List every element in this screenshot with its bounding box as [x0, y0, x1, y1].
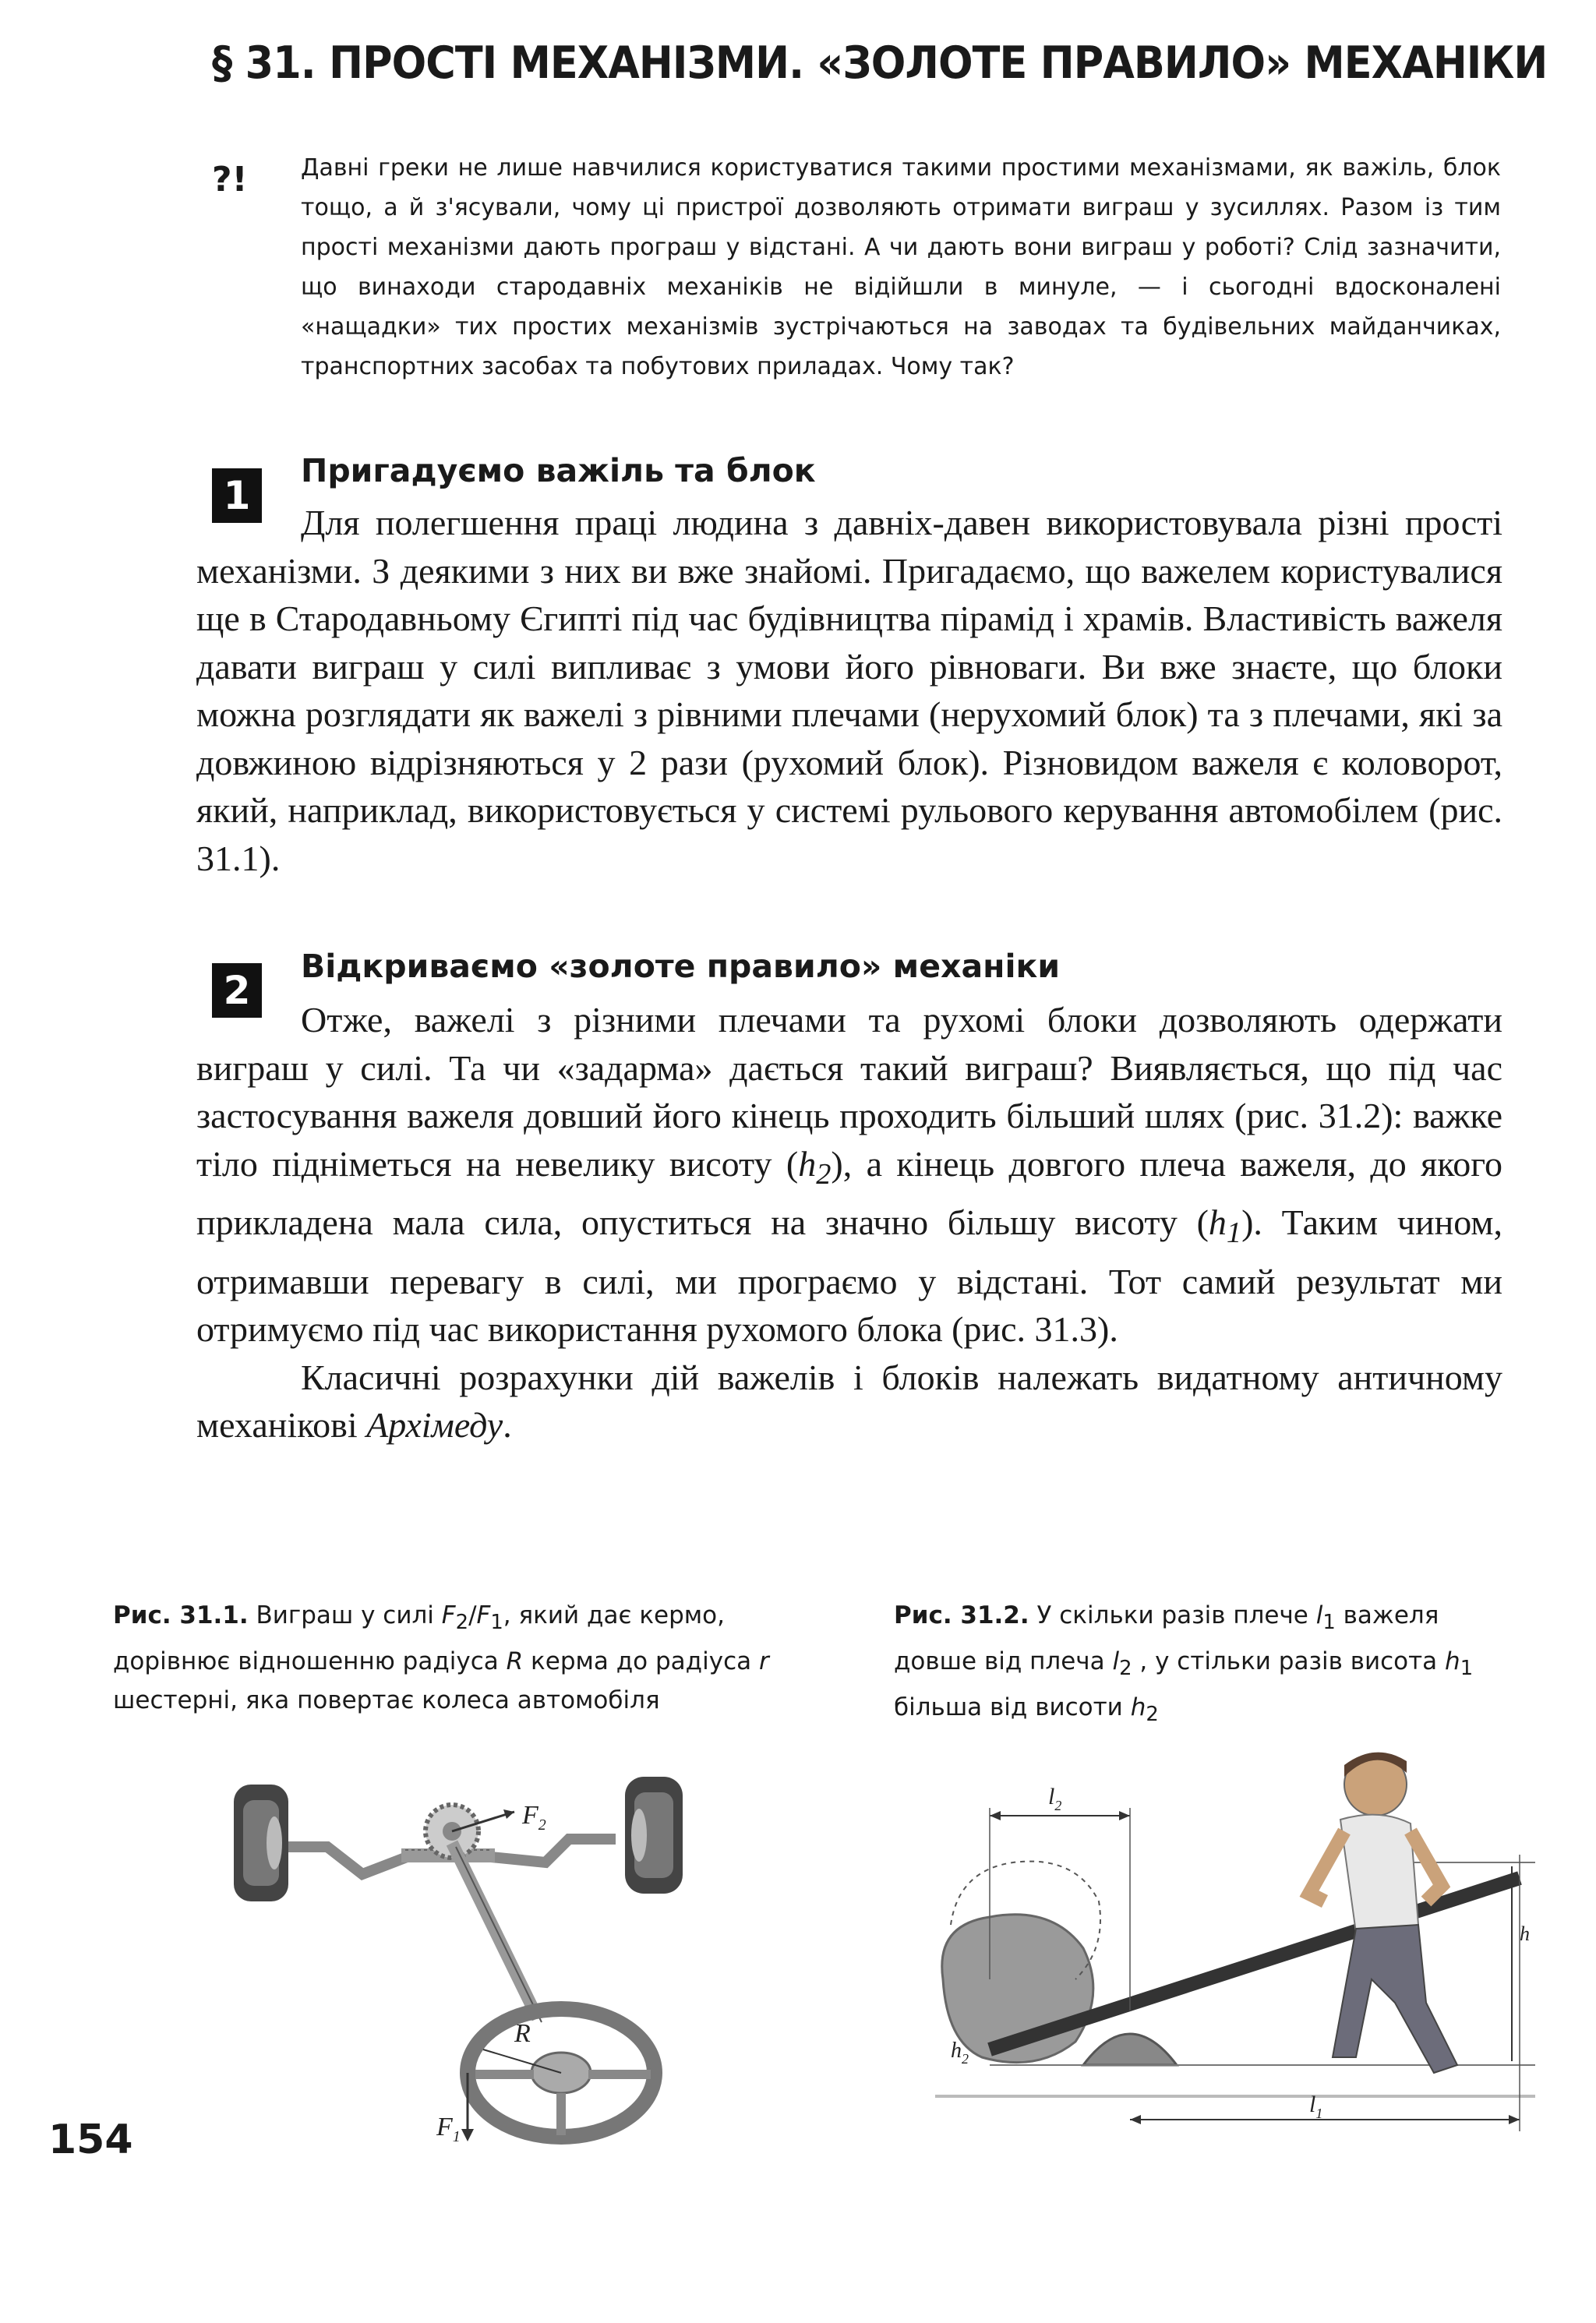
section-2-paragraph-2: Класичні розрахунки дій важелів і блоків належать видатному античному механікові Архімеду.: [196, 1357, 1502, 1446]
steering-system-illustration: [226, 1769, 725, 2159]
left-wheel: [234, 1785, 288, 1901]
height-h1-label: h: [1520, 1922, 1530, 1945]
figure-1-caption: Рис. 31.1. Виграш у силі $F_2/F_1$, який дає кермо, дорівнює відношенню радіуса R керма до радіуса r шестерні, яка повертає колеса автомобіля: [113, 1601, 769, 1715]
force-f1-label: $F_1$: [436, 2113, 461, 2145]
steering-column: [452, 1843, 538, 2018]
intro-paragraph: Давні греки не лише навчилися користуватися такими простими механізмами, як важіль, блок тощо, а й з'ясували, чому ці пристрої дозволяють отримати виграш у зусиллях. Разом із тим прості механізми дають програш у відстані. А чи дають вони виграш у роботі? Слід зазначити, що винаходи стародавніх механіків не відійшли в минуле, — і сьогодні вдосконалені «нащадки» тих простих механізмів зустрічаються на заводах та будівельних майданчиках, транспортних засобах та побутових приладах. Чому так?: [301, 154, 1501, 380]
height-h2-label: $h_2$: [951, 2039, 969, 2067]
p1-part-b: ), а кінець довгого плеча важеля, до якого прикладена мала сила, опуститься на значно більшу висоту (: [196, 1143, 1503, 1243]
var-h1: $h_1$: [1208, 1202, 1242, 1250]
p1-part-c: ). Таким чином, отримавши перевагу в силі, ми програємо у відстані. Тот самий результат ми отримуємо під час використання рухомого блока (рис. 31.3).: [196, 1202, 1502, 1350]
question-exclamation-icon: ?!: [212, 160, 248, 199]
tie-rod-right: [483, 1839, 616, 1862]
radius-r-label: R: [514, 2019, 531, 2048]
section-2-heading: Відкриваємо «золоте правило» механіки: [301, 948, 1061, 985]
fulcrum: [1083, 2034, 1177, 2065]
right-wheel: [625, 1777, 683, 1894]
page-number: 154: [48, 2116, 133, 2163]
section-1-paragraph: Для полегшення праці людина з давніх-давен використовувала різні прості механізми. З деякими з них ви вже знайомі. Пригадаємо, що важелем користувалися ще в Стародавньому Єгипті під час будівництва пірамід і храмів. Властивість важеля давати виграш у силі випливає з умови його рівноваги. Ви вже знаєте, що блоки можна розглядати як важелі з рівними плечами (нерухомий блок) та з плечами, які за довжиною відрізняються у 2 рази (рухомий блок). Різновидом важеля є коловорот, який, наприклад, використовується у системі рульового керування автомобілем (рис. 31.1).: [196, 503, 1502, 878]
figure-2-caption: Рис. 31.2. У скільки разів плече $l_1$ важеля довше від плеча $l_2$ , у стільки разів висота $h_1$ більша від висоти $h_2$: [894, 1601, 1474, 1727]
page-title: § 31. ПРОСТІ МЕХАНІЗМИ. «ЗОЛОТЕ ПРАВИЛО» МЕХАНІКИ: [212, 37, 1548, 89]
force-f2-label: $F_2$: [522, 1801, 546, 1834]
p2-part-a: Класичні розрахунки дій важелів і блоків належать видатному античному механікові: [196, 1357, 1502, 1446]
section-1-badge: 1: [212, 468, 262, 523]
section-1-heading: Пригадуємо важіль та блок: [301, 452, 816, 489]
section-2-badge: 2: [212, 963, 262, 1018]
section-2-text: [196, 996, 1502, 1449]
archimedes-name: Архімеду: [366, 1405, 503, 1446]
figure-2-label: Рис. 31.2.: [894, 1601, 1029, 1629]
section-2-paragraph-1: [196, 996, 1502, 1354]
lever-illustration: [920, 1746, 1543, 2151]
var-h2: $h_2$: [798, 1143, 832, 1191]
arm-l2-label: $l_2$: [1048, 1784, 1062, 1813]
figure-1-label: Рис. 31.1.: [113, 1601, 249, 1629]
arm-l1-label: $l_1$: [1309, 2092, 1323, 2121]
p1-part-a: Отже, важелі з різними плечами та рухомі блоки дозволяють одержати виграш у силі. Та чи «задарма» дається такий виграш? Виявляється, що під час застосування важеля довший його кінець проходить більший шлях (рис. 31.2): важке тіло підніметься на невелику висоту (: [196, 1000, 1502, 1184]
tie-rod-left: [288, 1847, 413, 1874]
